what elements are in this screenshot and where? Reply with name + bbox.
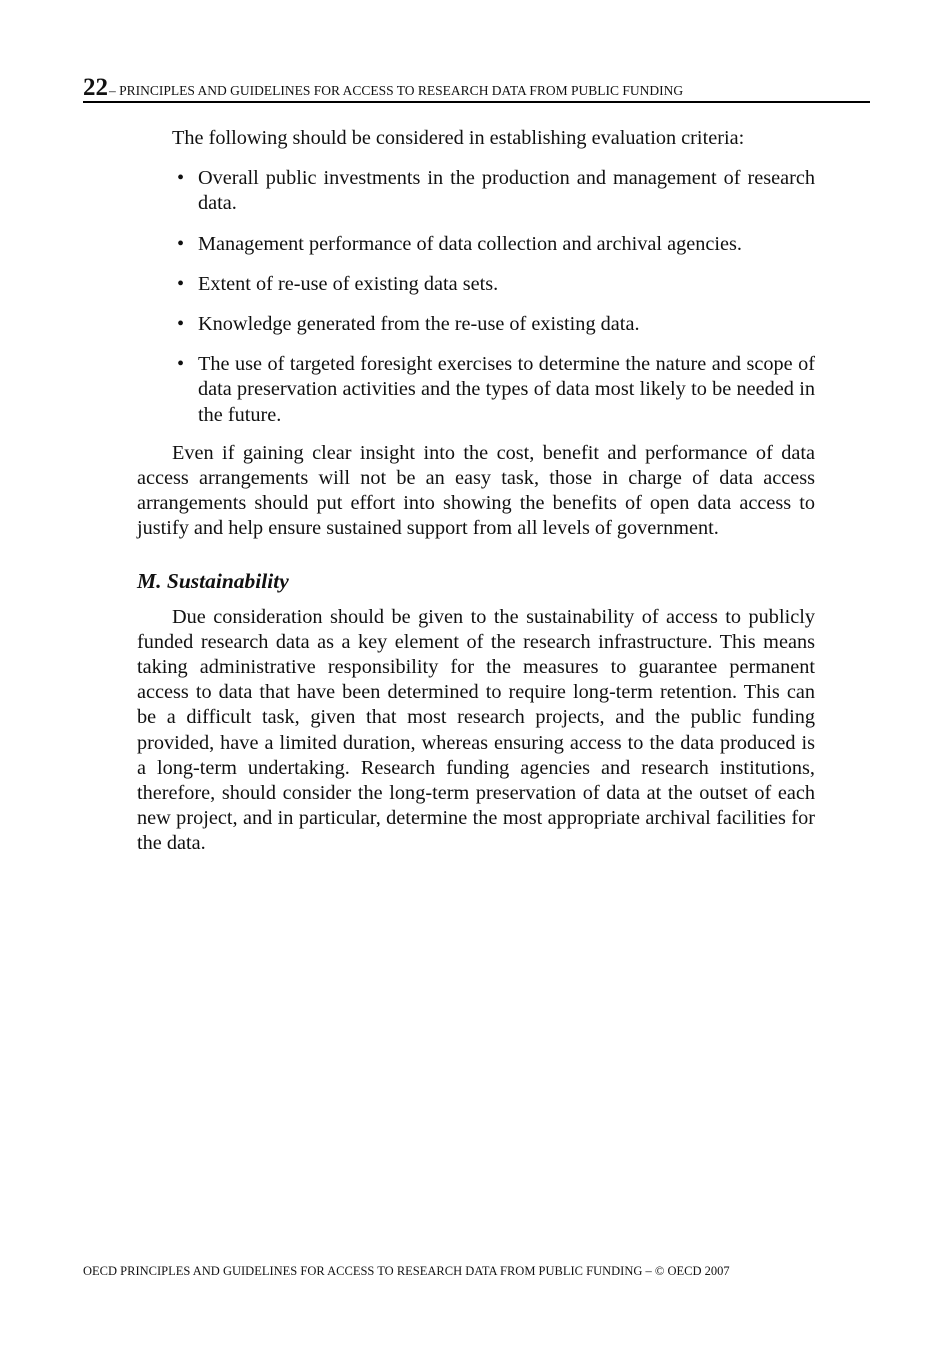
- sustainability-paragraph: Due consideration should be given to the sustainability of access to publicly funded research data as a key element of the research infrastructure. This means taking administrative responsibility for the measures to guarantee permanent access to data that have been determined to require long-term retention. This can be a difficult task, given that most research projects, and the public funding provided, have a limited duration, whereas ensuring access to the data produced is a long-term undertaking. Research funding agencies and research institutions, therefore, should consider the long-term preservation of data at the outset of each new project, and in particular, determine the most appropriate archival facilities for the data.: [137, 605, 815, 855]
- list-item: [177, 312, 815, 337]
- list-item-text: Knowledge generated from the re-use of existing data.: [198, 313, 640, 336]
- list-item-text: Overall public investments in the production and management of research data.: [198, 167, 815, 215]
- criteria-list: [137, 166, 815, 428]
- criteria-intro: The following should be considered in establishing evaluation criteria:: [172, 127, 745, 149]
- list-item-text: The use of targeted foresight exercises to determine the nature and scope of data preservation activities and the types of data most likely to be needed in the future.: [198, 353, 815, 426]
- running-header: [83, 72, 870, 103]
- list-item: [177, 166, 815, 216]
- list-item: [177, 272, 815, 297]
- running-footer: OECD PRINCIPLES AND GUIDELINES FOR ACCESS TO RESEARCH DATA FROM PUBLIC FUNDING – © OECD 2007: [83, 1264, 730, 1278]
- closing-paragraph: Even if gaining clear insight into the cost, benefit and performance of data access arrangements will not be an easy task, those in charge of data access arrangements should put effort into showing the benefits of open data access to justify and help ensure sustained support from all levels of government.: [137, 441, 815, 540]
- running-header-title: – PRINCIPLES AND GUIDELINES FOR ACCESS TO RESEARCH DATA FROM PUBLIC FUNDING: [109, 83, 684, 98]
- page-content: [137, 126, 815, 857]
- list-item: [177, 232, 815, 257]
- list-item: [177, 352, 815, 428]
- bullet-icon: •: [177, 353, 185, 376]
- list-item-text: Extent of re-use of existing data sets.: [198, 272, 499, 295]
- list-item-text: Management performance of data collection and archival agencies.: [198, 232, 742, 255]
- section-heading: M. Sustainability: [137, 568, 289, 593]
- bullet-icon: •: [177, 167, 185, 190]
- bullet-icon: •: [177, 232, 185, 255]
- bullet-icon: •: [177, 313, 185, 336]
- page-number: 22: [83, 74, 108, 101]
- bullet-icon: •: [177, 272, 185, 295]
